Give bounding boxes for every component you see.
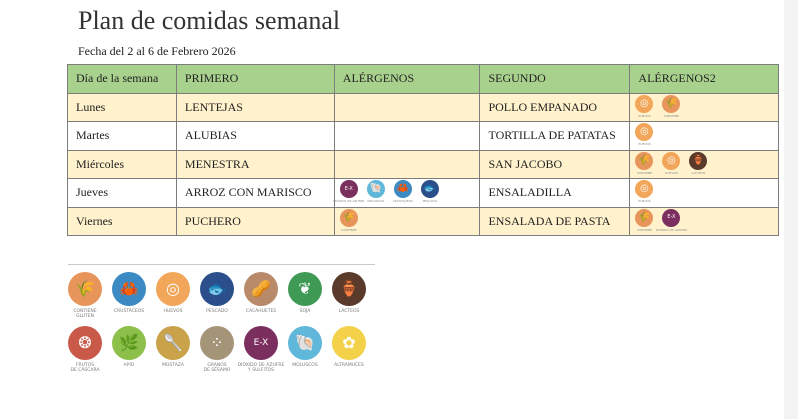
legend-label: ALTRAMUCES xyxy=(334,363,364,368)
huevos-icon: ◎ xyxy=(635,123,653,141)
sesamo-icon: ⁘ xyxy=(200,326,234,360)
allergen-icons xyxy=(632,180,776,205)
allergen-badge xyxy=(364,180,388,203)
legend-label: DIÓXIDO DE AZUFRE Y SULFITOS xyxy=(237,363,285,374)
moluscos-icon: 🐚 xyxy=(367,180,385,198)
legend-label: MOSTAZA xyxy=(162,363,184,368)
alergenos2-cell xyxy=(630,150,779,179)
table-header-row xyxy=(68,65,779,94)
segundo-cell: POLLO EMPANADO xyxy=(480,93,630,122)
legend-item xyxy=(149,272,197,314)
legend-item xyxy=(149,326,197,368)
allergen-badge-label: HUEVOS xyxy=(638,113,651,118)
allergen-icons xyxy=(632,209,776,234)
pescado-icon: 🐟 xyxy=(200,272,234,306)
legend-item xyxy=(237,272,285,314)
apio-icon: 🌿 xyxy=(112,326,146,360)
pescado-icon: 🐟 xyxy=(421,180,439,198)
allergen-badge-label: HUEVOS xyxy=(638,142,651,147)
legend-label: HUEVOS xyxy=(163,309,183,314)
sulfitos-icon: E-X xyxy=(340,180,358,198)
table-row xyxy=(68,122,779,151)
allergen-badge-label: CRUSTÁCEOS xyxy=(392,199,413,204)
allergen-badge-label: CONTIENE xyxy=(341,227,357,232)
allergen-badge-label: DIÓXIDO DE AZUFRE xyxy=(333,199,365,204)
allergen-badge-label: LÁCTEOS xyxy=(691,170,706,175)
alergenos1-cell xyxy=(334,207,480,236)
legend-divider xyxy=(68,264,375,265)
gluten-icon: 🌾 xyxy=(662,95,680,113)
day-cell: Lunes xyxy=(68,93,177,122)
legend-item xyxy=(105,326,153,368)
legend-label: PESCADO xyxy=(206,309,228,314)
allergen-badge xyxy=(686,152,710,175)
allergen-icons xyxy=(632,123,776,148)
header-dia: Día de la semana xyxy=(68,65,177,94)
header-primero: PRIMERO xyxy=(176,65,334,94)
allergen-badge-label: CONTIENE xyxy=(663,113,680,118)
huevos-icon: ◎ xyxy=(635,180,653,198)
allergen-badge xyxy=(659,95,683,118)
legend-item xyxy=(325,326,373,368)
allergen-badge-label: DIÓXIDO DE AZUFRE xyxy=(655,227,687,232)
header-segundo: SEGUNDO xyxy=(480,65,630,94)
segundo-cell: ENSALADILLA xyxy=(480,179,630,208)
allergen-icons xyxy=(337,95,478,120)
frutos-cascara-icon: ❂ xyxy=(68,326,102,360)
gluten-icon: 🌾 xyxy=(635,209,653,227)
primero-cell: ARROZ CON MARISCO xyxy=(176,179,334,208)
day-cell: Miércoles xyxy=(68,150,177,179)
legend-label: SOJA xyxy=(299,309,311,314)
legend-item xyxy=(281,326,329,368)
allergen-icons xyxy=(632,152,776,177)
cacahuetes-icon: 🥜 xyxy=(244,272,278,306)
table-row xyxy=(68,207,779,236)
huevos-icon: ◎ xyxy=(156,272,190,306)
allergen-icons xyxy=(337,209,478,234)
allergen-badge xyxy=(418,180,442,203)
altramuces-icon: ✿ xyxy=(332,326,366,360)
alergenos2-cell xyxy=(630,179,779,208)
allergen-badge-label: CONTIENE xyxy=(636,227,653,232)
legend-item xyxy=(193,326,241,373)
table-row xyxy=(68,150,779,179)
allergen-badge xyxy=(659,152,683,175)
soja-icon: ❦ xyxy=(288,272,322,306)
legend-item xyxy=(281,272,329,314)
scrollbar-gutter xyxy=(784,0,798,419)
header-alergenos2: ALÉRGENOS2 xyxy=(630,65,779,94)
allergen-badge xyxy=(655,209,687,232)
huevos-icon: ◎ xyxy=(662,152,680,170)
meal-plan-table xyxy=(67,64,779,236)
allergen-badge xyxy=(632,95,656,118)
legend-label: CONTIENE GLUTEN xyxy=(73,309,97,320)
legend-label: MOLUSCOS xyxy=(292,363,318,368)
alergenos2-cell xyxy=(630,207,779,236)
allergen-badge-label: CONTIENE xyxy=(636,170,653,175)
alergenos1-cell xyxy=(334,150,480,179)
segundo-cell: TORTILLA DE PATATAS xyxy=(480,122,630,151)
day-cell: Viernes xyxy=(68,207,177,236)
legend-item xyxy=(193,272,241,314)
legend-label: CRUSTÁCEOS xyxy=(113,309,145,314)
legend-label: LÁCTEOS xyxy=(338,309,360,314)
date-range: Fecha del 2 al 6 de Febrero 2026 xyxy=(78,44,236,58)
legend-label: FRUTOS DE CÁSCARA xyxy=(70,363,100,374)
legend-item xyxy=(61,272,109,319)
allergen-badge xyxy=(337,209,361,232)
day-cell: Jueves xyxy=(68,179,177,208)
allergen-badge-label: PESCADO xyxy=(422,199,437,204)
allergen-badge xyxy=(632,123,656,146)
gluten-icon: 🌾 xyxy=(68,272,102,306)
allergen-badge xyxy=(632,152,656,175)
allergen-icons xyxy=(333,180,478,205)
sulfitos-icon: E-X xyxy=(662,209,680,227)
allergen-icons xyxy=(632,95,776,120)
allergen-badge xyxy=(632,180,656,203)
allergen-badge xyxy=(333,180,365,204)
allergen-badge-label: HUEVOS xyxy=(638,199,651,204)
moluscos-icon: 🐚 xyxy=(288,326,322,360)
allergen-badge xyxy=(632,209,656,232)
sulfitos-icon: E-X xyxy=(244,326,278,360)
header-alergenos: ALÉRGENOS xyxy=(334,65,480,94)
legend-label: CACAHUETES xyxy=(245,309,277,314)
gluten-icon: 🌾 xyxy=(340,209,358,227)
legend-item xyxy=(325,272,373,314)
allergen-badge-label: MOLUSCOS xyxy=(367,199,385,204)
alergenos1-cell xyxy=(334,179,480,208)
alergenos1-cell xyxy=(334,122,480,151)
alergenos2-cell xyxy=(630,93,779,122)
alergenos2-cell xyxy=(630,122,779,151)
table-row xyxy=(68,93,779,122)
gluten-icon: 🌾 xyxy=(635,152,653,170)
day-cell: Martes xyxy=(68,122,177,151)
legend-label: GRANOS DE SÉSAMO xyxy=(203,363,231,374)
allergen-badge-label: HUEVOS xyxy=(665,170,678,175)
crustaceos-icon: 🦀 xyxy=(112,272,146,306)
primero-cell: ALUBIAS xyxy=(176,122,334,151)
huevos-icon: ◎ xyxy=(635,95,653,113)
legend-item xyxy=(61,326,109,373)
segundo-cell: ENSALADA DE PASTA xyxy=(480,207,630,236)
allergen-icons xyxy=(337,123,478,148)
page-title: Plan de comidas semanal xyxy=(78,6,341,35)
primero-cell: LENTEJAS xyxy=(176,93,334,122)
crustaceos-icon: 🦀 xyxy=(394,180,412,198)
lacteos-icon: 🏺 xyxy=(332,272,366,306)
alergenos1-cell xyxy=(334,93,480,122)
legend-item xyxy=(237,326,285,373)
primero-cell: MENESTRA xyxy=(176,150,334,179)
lacteos-icon: 🏺 xyxy=(689,152,707,170)
allergen-badge xyxy=(391,180,415,203)
mostaza-icon: 🥄 xyxy=(156,326,190,360)
allergen-legend xyxy=(68,264,378,374)
allergen-icons xyxy=(337,152,478,177)
legend-item xyxy=(105,272,153,314)
table-row xyxy=(68,179,779,208)
segundo-cell: SAN JACOBO xyxy=(480,150,630,179)
primero-cell: PUCHERO xyxy=(176,207,334,236)
legend-label: APIO xyxy=(123,363,135,368)
